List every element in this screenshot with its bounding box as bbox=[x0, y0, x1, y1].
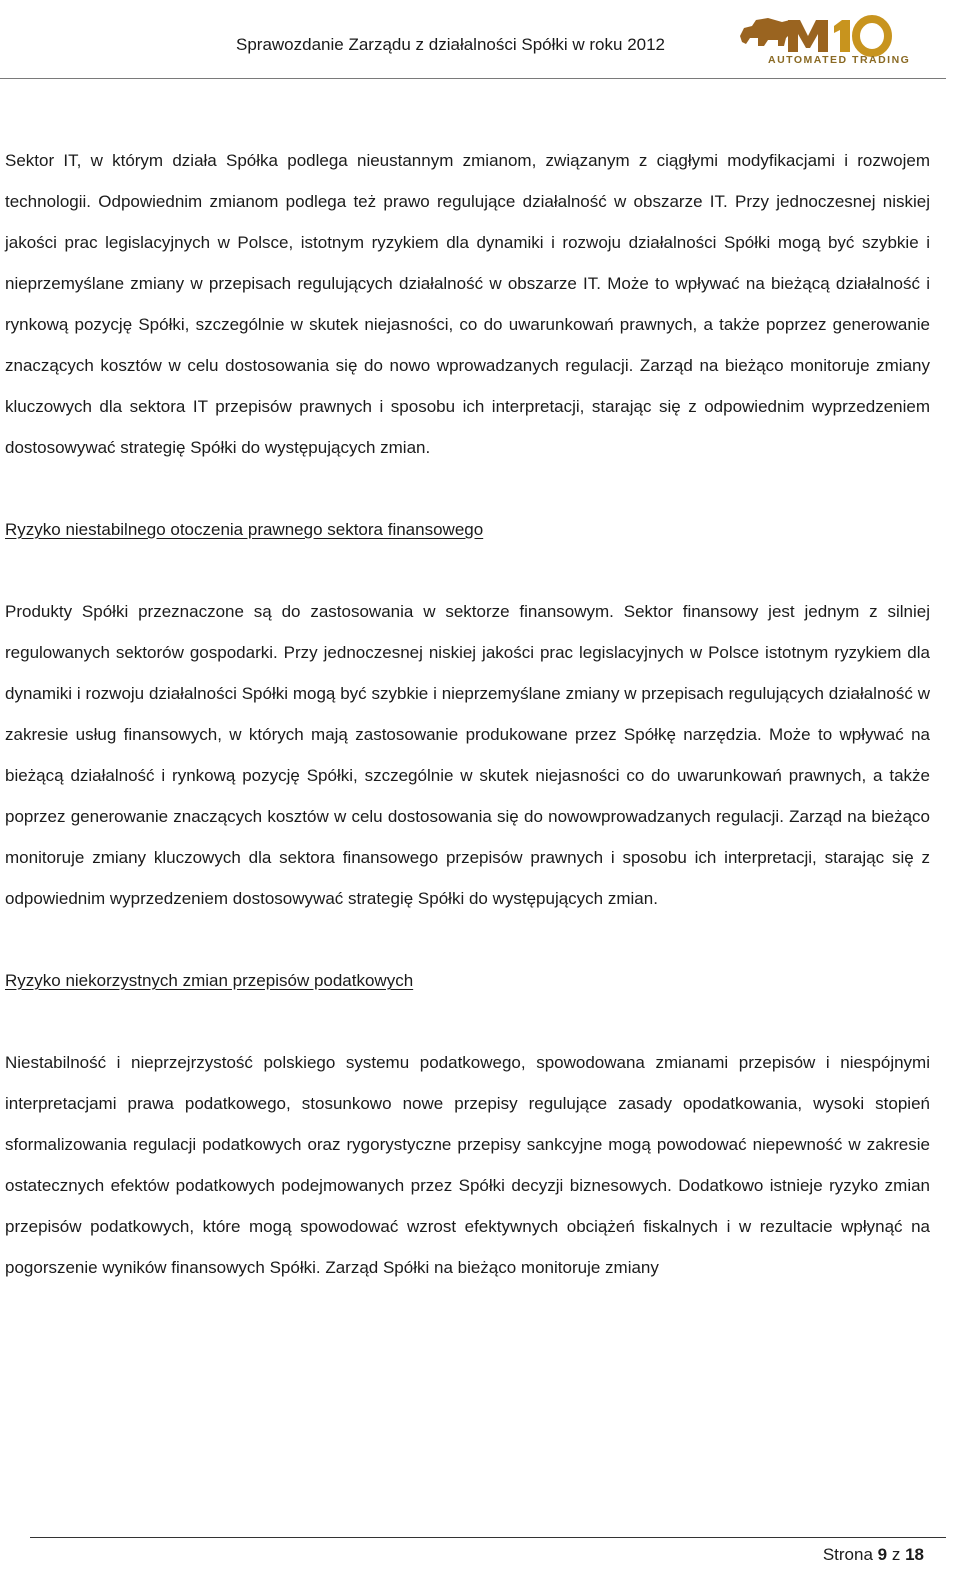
section-heading-tax-law: Ryzyko niekorzystnych zmian przepisów podatkowych bbox=[5, 971, 414, 990]
paragraph-financial-sector: Produkty Spółki przeznaczone są do zastosowania w sektorze finansowym. Sektor finansowy jest jednym z silniej regulowanych sektorów gospodarki. Przy jednoczesnej niskiej jakości prac legislacyjnych w Polsce istotnym ryzykiem dla dynamiki i rozwoju działalności Spółki mogą być szybkie i nieprzemyślane zmiany w przepisach regulujących działalność w zakresie usług finansowych, w których mają zastosowanie produkowane przez Spółkę narzędzia. Może to wpływać na bieżącą działalność i rynkową pozycję Spółki, szczególnie w skutek niejasności co do uwarunkowań prawnych, a także poprzez generowanie znaczących kosztów w celu dostosowania się do nowowprowadzanych regulacji. Zarząd na bieżąco monitoruje zmiany kluczowych dla sektora finansowego przepisów prawnych i sposobu ich interpretacji, starając się z odpowiednim wyprzedzeniem dostosowywać strategię Spółki do występujących zmian. bbox=[5, 602, 930, 908]
logo-digit-one bbox=[834, 20, 850, 52]
section-heading-financial-law: Ryzyko niestabilnego otoczenia prawnego sektora finansowego bbox=[5, 520, 484, 539]
total-pages: 18 bbox=[905, 1545, 924, 1564]
page-number bbox=[823, 1545, 924, 1565]
logo-letter-m bbox=[788, 20, 828, 52]
logo-digit-zero bbox=[856, 19, 888, 53]
document-body bbox=[5, 140, 930, 1288]
paragraph-it-sector: Sektor IT, w którym działa Spółka podlega nieustannym zmianom, związanym z ciągłymi modyfikacjami i rozwojem technologii. Odpowiednim zmianom podlega też prawo regulujące działalność w obszarze IT. Przy jednoczesnej niskiej jakości prac legislacyjnych w Polsce, istotnym ryzykiem dla dynamiki i rozwoju działalności Spółki mogą być szybkie i nieprzemyślane zmiany w przepisach regulujących działalność w obszarze IT. Może to wpływać na bieżącą działalność i rynkową pozycję Spółki, szczególnie w skutek niejasności, co do uwarunkowań prawnych, a także poprzez generowanie znaczących kosztów w celu dostosowania się do nowo wprowadzanych regulacji. Zarząd na bieżąco monitoruje zmiany kluczowych dla sektora IT przepisów prawnych i sposobu ich interpretacji, starając się z odpowiednim wyprzedzeniem dostosowywać strategię Spółki do występujących zmian. bbox=[5, 151, 930, 457]
bull-icon bbox=[740, 18, 792, 46]
page-label: Strona bbox=[822, 1545, 873, 1564]
logo-subtitle: AUTOMATED TRADING bbox=[768, 54, 911, 66]
page-header bbox=[0, 0, 960, 80]
footer-divider bbox=[30, 1537, 946, 1538]
document-title: Sprawozdanie Zarządu z działalności Spółki w roku 2012 bbox=[236, 35, 666, 54]
paragraph-tax: Niestabilność i nieprzejrzystość polskiego systemu podatkowego, spowodowana zmianami przepisów i niespójnymi interpretacjami prawa podatkowego, stosunkowo nowe przepisy regulujące zasady opodatkowania, wysoki stopień sformalizowania regulacji podatkowych oraz rygorystyczne przepisy sankcyjne mogą powodować niepewność w zakresie ostatecznych efektów podatkowych podejmowanych przez Spółki decyzji biznesowych. Dodatkowo istnieje ryzyko zmian przepisów podatkowych, które mogą spowodować wzrost efektywnych obciążeń fiskalnych i w rezultacie wpłynąć na pogorszenie wyników finansowych Spółki. Zarząd Spółki na bieżąco monitoruje zmiany bbox=[5, 1053, 930, 1277]
page-separator: z bbox=[891, 1545, 901, 1564]
current-page: 9 bbox=[877, 1545, 888, 1564]
header-divider bbox=[0, 78, 946, 79]
